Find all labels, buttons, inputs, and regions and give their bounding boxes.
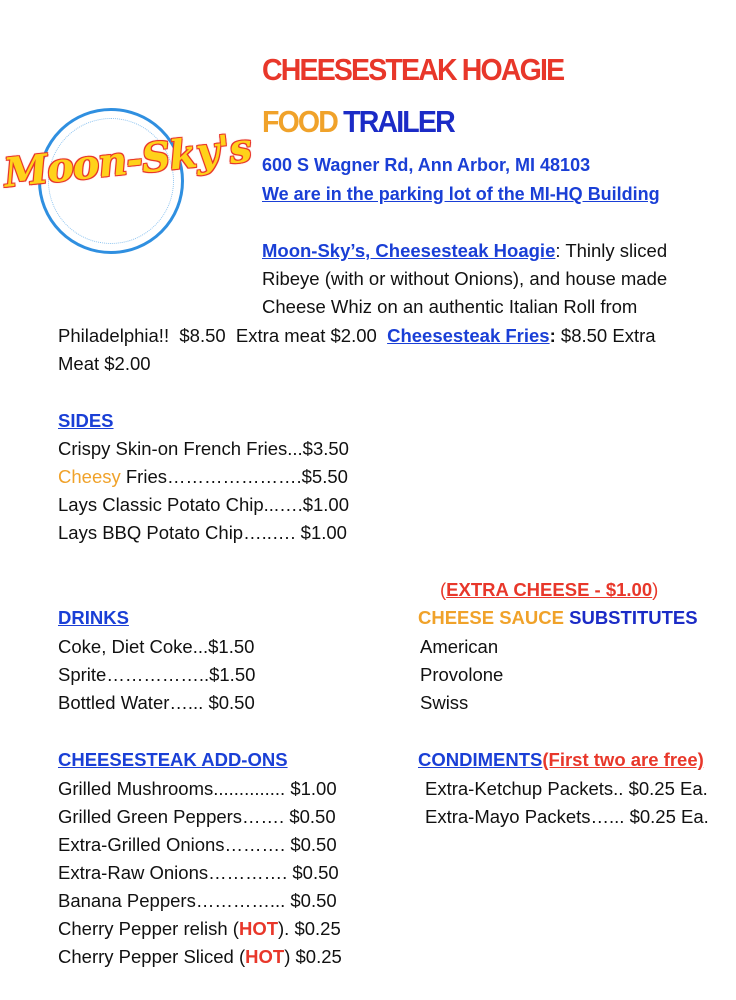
address: 600 S Wagner Rd, Ann Arbor, MI 48103 bbox=[262, 155, 591, 175]
sauce-item-1: American bbox=[420, 636, 499, 657]
sauce-heading-cheese: CHEESE SAUCE bbox=[418, 607, 564, 628]
addons-item-1: Grilled Mushrooms.............. $1.00 bbox=[58, 778, 337, 799]
addons-item-6 bbox=[58, 915, 341, 943]
condiments-item-2: Extra-Mayo Packets…... $0.25 Ea. bbox=[425, 806, 709, 827]
title-trailer: TRAILER bbox=[343, 104, 454, 139]
description-line5: Meat $2.00 bbox=[58, 353, 151, 374]
paren-open: ( bbox=[440, 579, 447, 600]
extra-cheese bbox=[440, 579, 658, 601]
location-note: We are in the parking lot of the MI-HQ Building bbox=[262, 184, 660, 204]
hot-label: HOT bbox=[245, 946, 285, 967]
paren-close: ) bbox=[652, 579, 659, 600]
drinks-item-3: Bottled Water…... $0.50 bbox=[58, 692, 255, 713]
cheesy-fries-price: Fries………………….$5.50 bbox=[120, 466, 348, 487]
cheesy-word: Cheesy bbox=[58, 466, 121, 487]
condiments-item-1: Extra-Ketchup Packets.. $0.25 Ea. bbox=[425, 778, 708, 799]
sides-heading: SIDES bbox=[58, 410, 114, 431]
hot-label: HOT bbox=[238, 918, 279, 939]
item-name-cheesesteak: Moon-Sky’s, Cheesesteak Hoagie bbox=[262, 240, 556, 261]
sides-item-2 bbox=[58, 463, 348, 491]
sides-item-3: Lays Classic Potato Chip...….$1.00 bbox=[58, 494, 350, 515]
sides-item-4: Lays BBQ Potato Chip…..…. $1.00 bbox=[58, 522, 347, 543]
drinks-item-1: Coke, Diet Coke...$1.50 bbox=[58, 636, 255, 657]
addons-item-7 bbox=[58, 943, 342, 971]
relish-text: Cherry Pepper relish ( bbox=[58, 918, 239, 939]
description-text: : Thinly sliced bbox=[555, 240, 668, 261]
sauce-item-3: Swiss bbox=[420, 692, 469, 713]
addons-item-2: Grilled Green Peppers……. $0.50 bbox=[58, 806, 336, 827]
condiments-heading-text: CONDIMENTS bbox=[418, 749, 543, 770]
condiments-heading bbox=[418, 749, 704, 771]
extra-cheese-text: EXTRA CHEESE - $1.00 bbox=[446, 579, 653, 600]
addons-heading: CHEESESTEAK ADD-ONS bbox=[58, 749, 288, 770]
logo-text: Moon-Sky's bbox=[1, 124, 254, 197]
sliced-price: ) $0.25 bbox=[284, 946, 342, 967]
drinks-heading: DRINKS bbox=[58, 607, 129, 628]
colon: : bbox=[549, 325, 556, 346]
condiments-note: (First two are free) bbox=[542, 749, 704, 770]
addons-item-3: Extra-Grilled Onions………. $0.50 bbox=[58, 834, 337, 855]
sides-item-1: Crispy Skin-on French Fries...$3.50 bbox=[58, 438, 349, 459]
relish-price: ). $0.25 bbox=[278, 918, 341, 939]
description-line2: Ribeye (with or without Onions), and house made bbox=[262, 268, 668, 289]
sauce-heading bbox=[418, 607, 698, 629]
title-line2 bbox=[262, 104, 454, 140]
sliced-text: Cherry Pepper Sliced ( bbox=[58, 946, 246, 967]
drinks-item-2: Sprite……………..$1.50 bbox=[58, 664, 256, 685]
description-line4 bbox=[58, 322, 656, 350]
title-food: FOOD bbox=[262, 104, 338, 139]
title-line1: CHEESESTEAK HOAGIE bbox=[262, 52, 564, 87]
sauce-item-2: Provolone bbox=[420, 664, 504, 685]
description-price: Philadelphia!! $8.50 Extra meat $2.00 bbox=[58, 325, 388, 346]
item-name-fries: Cheesesteak Fries bbox=[387, 325, 550, 346]
description-line3: Cheese Whiz on an authentic Italian Roll from bbox=[262, 296, 638, 317]
addons-item-4: Extra-Raw Onions…………. $0.50 bbox=[58, 862, 339, 883]
description-line1 bbox=[262, 237, 667, 265]
sauce-heading-subs: SUBSTITUTES bbox=[563, 607, 698, 628]
fries-price: $8.50 Extra bbox=[555, 325, 656, 346]
addons-item-5: Banana Peppers…………... $0.50 bbox=[58, 890, 337, 911]
